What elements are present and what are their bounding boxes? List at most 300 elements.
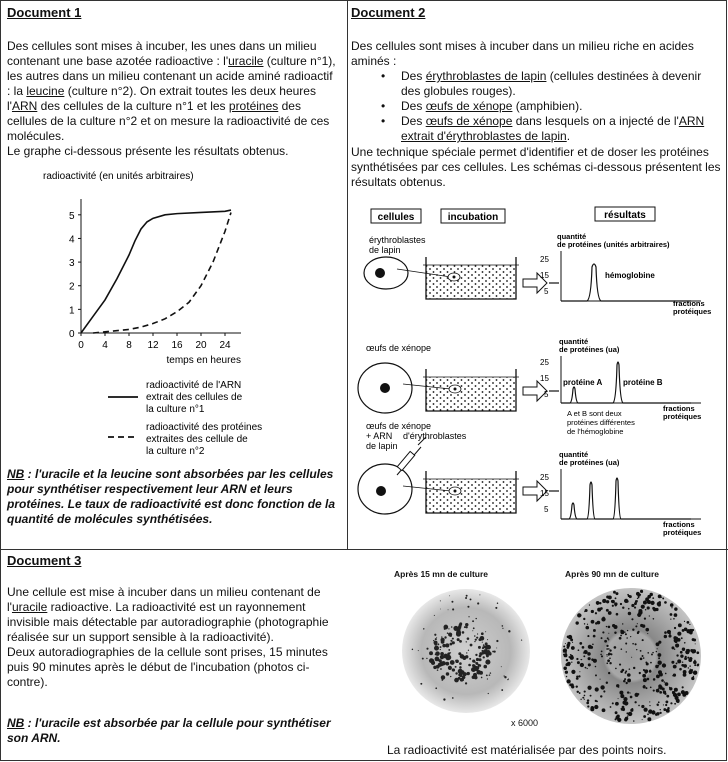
doc1-intro: Des cellules sont mises à incuber, les unes dans un milieu contenant une base azotée radioactive : l'uracile (culture n°1), les autres dans un milieu contenant un acide aminé radioactif : la leucine (culture n°2). On extrait toutes les deux heures l'ARN des cellules de la culture n°1 et les protéines des cellules de la culture n°2 et on mesure la radioactivité de ces molécules. Le graphe ci-dessous présente les résultats obtenus. — [7, 39, 336, 158]
radioactivity-dot — [450, 676, 451, 677]
radioactivity-dot — [592, 644, 594, 646]
radioactivity-dot — [633, 720, 635, 722]
radioactivity-dot — [474, 641, 475, 642]
row1-ylabel-2: de protéines (unités arbitraires) — [557, 240, 670, 249]
legend-dashed-l3: la culture n°2 — [146, 446, 205, 457]
radioactivity-dot — [584, 611, 585, 612]
radioactivity-dot — [658, 701, 660, 703]
radioactivity-dot — [480, 664, 481, 665]
radioactivity-dot — [455, 672, 457, 674]
radioactivity-dot — [618, 698, 619, 699]
radioactivity-dot — [624, 631, 625, 632]
radioactivity-dot — [440, 668, 442, 670]
radioactivity-dot — [609, 649, 611, 651]
radioactivity-dot — [448, 628, 449, 629]
autoradiograph-90min — [556, 581, 706, 731]
radioactivity-dot — [563, 646, 565, 648]
radioactivity-dot — [682, 686, 684, 688]
row-erythroblasts — [364, 232, 711, 316]
radioactivity-dot — [658, 657, 660, 659]
radioactivity-dot — [633, 667, 635, 669]
radioactivity-dot — [624, 718, 627, 721]
radioactivity-dot — [652, 652, 653, 653]
radioactivity-dot — [637, 623, 638, 624]
radioactivity-dot — [670, 603, 674, 607]
radioactivity-dot — [695, 643, 696, 644]
radioactivity-dot — [612, 702, 614, 704]
radioactivity-dot — [632, 643, 634, 645]
radioactivity-dot — [636, 592, 640, 596]
radioactivity-dot — [585, 626, 589, 630]
radioactivity-dot — [488, 652, 492, 656]
radioactivity-dot — [689, 624, 690, 625]
radioactivity-dot — [452, 697, 454, 699]
radioactivity-dot — [471, 667, 476, 672]
doc2-list — [351, 69, 723, 144]
radioactivity-dot — [441, 640, 443, 642]
radioactivity-dot — [628, 608, 630, 610]
row1-xlabel-2: protéiques — [673, 307, 712, 316]
xenopus-nucleus — [380, 383, 390, 393]
radioactivity-dot — [674, 613, 678, 617]
radioactivity-dot — [644, 618, 646, 620]
radioactivity-dot — [490, 672, 491, 673]
radioactivity-dot — [619, 691, 623, 695]
radioactivity-dot — [606, 654, 607, 655]
y-tick-label: 2 — [69, 281, 75, 293]
radioactivity-dot — [485, 653, 487, 655]
radioactivity-dot — [681, 637, 683, 639]
radioactivity-dot — [645, 687, 647, 689]
radioactivity-dot — [475, 639, 477, 641]
radioactivity-dot — [477, 633, 478, 634]
radioactivity-dot — [631, 618, 633, 620]
radioactivity-dot — [587, 668, 588, 669]
radioactivity-dot — [483, 656, 485, 658]
radioactivity-dot — [422, 658, 424, 660]
radioactivity-dot — [614, 631, 616, 633]
radioactivity-dot — [665, 700, 668, 703]
radioactivity-dot — [658, 594, 662, 598]
radioactivity-dot — [685, 691, 689, 695]
radioactivity-dot — [501, 666, 502, 667]
row3-xlabel-1: fractions — [663, 520, 695, 529]
radioactivity-dot — [584, 699, 585, 700]
radioactivity-dot — [466, 641, 467, 642]
radioactivity-dot — [434, 646, 439, 651]
radioactivity-dot — [467, 606, 469, 608]
radioactivity-dot — [674, 607, 677, 610]
radioactivity-dot — [439, 662, 443, 666]
radioactivity-dot — [565, 643, 566, 644]
radioactivity-dot — [650, 593, 653, 596]
row1-label-2: de lapin — [369, 245, 401, 255]
radioactivity-dot — [659, 673, 663, 677]
radioactivity-dot — [567, 646, 570, 649]
radioactivity-dot — [563, 654, 565, 656]
radioactivity-dot — [583, 618, 585, 620]
photo-caption: La radioactivité est matérialisée par des points noirs. — [387, 743, 667, 757]
legend-solid-l2: extrait des cellules de — [146, 392, 243, 403]
radioactivity-dot — [437, 643, 439, 645]
three-peaks — [561, 478, 691, 519]
divider-vertical — [347, 1, 348, 549]
radioactivity-dot — [684, 621, 685, 622]
legend-solid-l3: la culture n°1 — [146, 404, 205, 415]
radioactivity-dot — [620, 630, 623, 633]
autoradiograph-15min — [394, 583, 544, 723]
radioactivity-dot — [615, 702, 619, 706]
radioactivity-dot — [682, 664, 685, 667]
radioactivity-dot — [582, 646, 585, 649]
row2-xlabel-1: fractions — [663, 404, 695, 413]
radioactivity-dot — [670, 619, 671, 620]
radioactivity-dot — [587, 635, 589, 637]
radioactivity-dot — [488, 693, 489, 694]
chart-ylabel: radioactivité (en unités arbitraires) — [43, 171, 194, 182]
radioactivity-dot — [616, 613, 619, 616]
radioactivity-dot — [653, 618, 655, 620]
radioactivity-dot — [469, 658, 471, 660]
radioactivity-dot — [572, 642, 573, 643]
doc1-nb: NB : l'uracile et la leucine sont absorbées par les cellules pour synthétiser respectivement leur ARN et leurs protéines. Le taux de radioactivité est donc fonction de la quantité de molécules synthétisées. — [7, 467, 336, 526]
radioactivity-dot — [467, 624, 468, 625]
radioactivity-dot — [601, 655, 603, 657]
radioactivity-dot — [473, 664, 474, 665]
radioactivity-dot — [600, 695, 602, 697]
radioactivity-dot — [485, 666, 487, 668]
radioactivity-dot — [635, 625, 637, 627]
radioactivity-dot — [571, 655, 574, 658]
radioactivity-dot — [606, 648, 608, 650]
radioactivity-dot — [601, 650, 603, 652]
radioactivity-dot — [495, 607, 497, 609]
radioactivity-dot — [658, 684, 662, 688]
row3-xlabel-2: protéiques — [663, 528, 702, 537]
radioactivity-dot — [661, 679, 664, 682]
radioactivity-dot — [482, 647, 484, 649]
radioactivity-dot — [683, 673, 687, 677]
radioactivity-dot — [697, 664, 699, 666]
radioactivity-dot — [627, 630, 628, 631]
radioactivity-dot — [584, 650, 588, 654]
radioactivity-dot — [429, 651, 433, 655]
radioactivity-dot — [466, 652, 467, 653]
radioactivity-dot — [616, 684, 619, 687]
radioactivity-dot — [474, 635, 476, 637]
radioactivity-dot — [595, 687, 599, 691]
radioactivity-dot — [482, 642, 483, 643]
radioactivity-dot — [647, 606, 650, 609]
x-tick-label: 12 — [147, 340, 159, 351]
radioactivity-dot — [659, 691, 662, 694]
radioactivity-dot — [485, 645, 490, 650]
photo1-caption: Après 15 mn de culture — [394, 569, 489, 579]
radioactivity-dot — [578, 675, 580, 677]
radioactivity-dot — [647, 652, 649, 654]
radioactivity-dot — [622, 708, 625, 711]
radioactivity-dot — [521, 640, 522, 641]
radioactivity-dot — [623, 680, 626, 683]
radioactivity-dot — [615, 597, 617, 599]
radioactivity-dot — [656, 689, 660, 693]
radioactivity-dot — [658, 665, 659, 666]
radioactivity-dot — [691, 677, 694, 680]
radioactivity-dot — [462, 675, 466, 679]
radioactivity-dot — [637, 613, 641, 617]
radioactivity-dot — [577, 691, 579, 693]
radioactivity-dot — [689, 657, 692, 660]
erythroblast-nucleus — [375, 268, 385, 278]
radioactivity-dot — [580, 659, 581, 660]
radioactivity-dot — [595, 666, 597, 668]
radioactivity-dot — [588, 663, 591, 666]
radioactivity-dot — [663, 708, 666, 711]
radioactivity-dot — [679, 668, 682, 671]
photo2-caption: Après 90 mn de culture — [565, 569, 660, 579]
radioactivity-dot — [464, 626, 466, 628]
divider-horizontal — [1, 549, 728, 550]
incubation-tank-3 — [423, 471, 519, 513]
radioactivity-dot — [658, 661, 662, 665]
radioactivity-dot — [487, 678, 488, 679]
radioactivity-dot — [468, 650, 469, 651]
radioactivity-dot — [608, 633, 609, 634]
radioactivity-dot — [641, 705, 644, 708]
radioactivity-dot — [645, 661, 647, 663]
radioactivity-dot — [616, 592, 619, 595]
radioactivity-dot — [446, 655, 451, 660]
radioactivity-dot — [441, 675, 445, 679]
radioactivity-dot — [659, 712, 661, 714]
radioactivity-dot — [665, 682, 669, 686]
radioactivity-dot — [610, 706, 612, 708]
radioactivity-dot — [571, 684, 572, 685]
radioactivity-dot — [435, 687, 437, 689]
radioactivity-dot — [440, 649, 441, 650]
radioactivity-dot — [647, 633, 648, 634]
radioactivity-dot — [658, 601, 661, 604]
doc3-nb: NB : l'uracile est absorbée par la cellule pour synthétiser son ARN. — [7, 716, 331, 745]
radioactivity-dot — [627, 673, 631, 677]
protein-synthesis-diagram — [351, 201, 726, 546]
radioactivity-dot — [682, 661, 683, 662]
x-tick-label: 20 — [195, 340, 207, 351]
radioactivity-dot — [658, 688, 659, 689]
legend-dashed-l1: radioactivité des protéines — [146, 422, 263, 433]
radioactivity-dot — [576, 685, 578, 687]
radioactivity-dot — [626, 600, 629, 603]
radioactivity-dot — [611, 600, 614, 603]
radioactivity-dot — [613, 591, 616, 594]
radioactivity-dot — [440, 655, 444, 659]
radioactivity-dot — [565, 652, 567, 654]
x-tick-label: 4 — [102, 340, 108, 351]
radioactivity-dot — [643, 715, 646, 718]
radioactivity-dot — [626, 682, 628, 684]
radioactivity-dot — [599, 679, 600, 680]
radioactivity-dot — [450, 660, 455, 665]
header-cells — [371, 209, 421, 223]
radioactivity-dot — [593, 659, 597, 663]
doc3-title: Document 3 — [7, 553, 82, 568]
radioactivity-dot — [456, 632, 457, 633]
radioactivity-dot — [625, 643, 627, 645]
radioactivity-dot — [628, 612, 631, 615]
radioactivity-dot — [606, 662, 608, 664]
radioactivity-dot — [567, 679, 571, 683]
radioactivity-dot — [606, 595, 609, 598]
radioactivity-dot — [642, 639, 644, 641]
radioactivity-dot — [445, 643, 449, 647]
radioactivity-dot — [585, 667, 587, 669]
radioactivity-dot — [440, 600, 441, 601]
radioactivity-dot — [674, 627, 676, 629]
radioactivity-dot — [443, 698, 445, 700]
radioactivity-dot — [449, 595, 450, 596]
radioactivity-dot — [609, 662, 611, 664]
radioactivity-dot — [437, 669, 439, 671]
radioactivity-dot — [658, 641, 661, 644]
row3-tick-25: 25 — [540, 473, 549, 482]
radioactivity-dot — [571, 685, 574, 688]
radioactivity-dot — [638, 705, 640, 707]
radioactivity-dot — [692, 650, 695, 653]
radioactivity-dot — [591, 610, 594, 613]
radioactivity-dot — [451, 601, 453, 603]
syringe-icon — [397, 437, 426, 475]
radioactivity-dot — [477, 602, 479, 604]
radioactivity-dot — [576, 678, 577, 679]
radioactivity-dot — [632, 629, 634, 631]
radioactivity-dot — [615, 604, 617, 606]
row1-tick-15: 15 — [540, 271, 549, 280]
radioactivity-dot — [423, 628, 424, 629]
radioactivity-dot — [651, 654, 653, 656]
radioactivity-dot — [684, 642, 686, 644]
radioactivity-dot — [448, 666, 452, 670]
radioactivity-dot — [583, 655, 585, 657]
radioactivity-dot — [623, 697, 627, 701]
radioactivity-dot — [444, 636, 446, 638]
radioactivity-dot — [615, 718, 617, 720]
doc2-intro: Des cellules sont mises à incuber dans un milieu riche en acides aminés : — [351, 39, 694, 68]
radioactivity-dot — [579, 642, 582, 645]
radioactivity-dot — [608, 611, 612, 615]
radioactivity-dot — [640, 594, 641, 595]
radioactivity-dot — [447, 632, 449, 634]
radioactivity-dot — [459, 666, 462, 669]
radioactivity-dot — [645, 609, 646, 610]
radioactivity-dot — [467, 674, 468, 675]
radioactivity-dot — [496, 640, 498, 642]
radioactivity-dot — [664, 631, 667, 634]
radioactivity-dot — [640, 624, 643, 627]
radioactivity-dot — [597, 608, 601, 612]
radioactivity-dot — [576, 658, 578, 660]
radioactivity-dot — [607, 659, 610, 662]
radioactivity-dot — [586, 702, 589, 705]
radioactivity-dot — [609, 658, 611, 660]
radioactivity-dot — [664, 693, 666, 695]
radioactivity-dot — [566, 659, 568, 661]
radioactivity-dot — [478, 646, 481, 649]
radioactivity-dot — [638, 609, 642, 613]
radioactivity-dot — [465, 682, 467, 684]
radioactivity-dot — [602, 708, 606, 712]
radioactivity-dot — [584, 691, 586, 693]
legend-solid-l1: radioactivité de l'ARN — [146, 380, 242, 391]
radioactivity-dot — [668, 635, 671, 638]
radioactivity-dot — [606, 645, 608, 647]
row2-tick-5: 5 — [544, 390, 549, 399]
row3-label-4: d'érythroblastes — [403, 431, 467, 441]
radioactivity-dot — [479, 594, 480, 595]
radioactivity-dot — [450, 643, 453, 646]
radioactivity-dot — [652, 597, 654, 599]
radioactivity-dot — [676, 662, 678, 664]
radioactivity-dot — [571, 670, 575, 674]
radioactivity-dot — [641, 590, 643, 592]
radioactivity-dot — [657, 705, 658, 706]
radioactivity-dot — [620, 635, 622, 637]
series-arn-line — [81, 210, 231, 333]
radioactivity-dot — [472, 620, 474, 622]
radioactivity-dot — [450, 640, 452, 642]
radioactivity-dot — [466, 595, 468, 597]
row-xenopus-injected — [358, 421, 701, 537]
radioactivity-dot — [475, 618, 476, 619]
y-tick-label: 1 — [69, 305, 75, 317]
radioactivity-dot — [608, 639, 609, 640]
note-l1: A et B sont deux — [567, 409, 622, 418]
radioactivity-dot — [572, 647, 573, 648]
radioactivity-dot — [621, 648, 623, 650]
radioactivity-dot — [563, 652, 564, 653]
radioactivity-dot — [482, 652, 485, 655]
radioactivity-dot — [660, 709, 661, 710]
radioactivity-dot — [606, 609, 609, 612]
radioactivity-dot — [626, 651, 627, 652]
radioactivity-dot — [458, 669, 463, 674]
radioactivity-dot — [432, 659, 434, 661]
hemoglobin-label: hémoglobine — [605, 271, 655, 280]
radioactivity-dot — [473, 627, 475, 629]
radioactivity-dot — [435, 657, 440, 662]
radioactivity-dot — [642, 719, 643, 720]
radioactivity-dot — [493, 650, 495, 652]
radioactivity-dot — [447, 653, 450, 656]
radioactivity-dot — [606, 682, 608, 684]
y-tick-label: 3 — [69, 258, 75, 270]
radioactivity-dot — [497, 603, 498, 604]
doc2-item-2: • Des œufs de xénope (amphibien). — [351, 99, 723, 114]
radioactivity-dot — [694, 664, 696, 666]
radioactivity-dot — [441, 679, 443, 681]
radioactivity-dot — [692, 629, 694, 631]
row2-ylabel-2: de protéines (ua) — [559, 345, 620, 354]
radioactivity-dot — [566, 676, 568, 678]
radioactivity-dot — [595, 700, 597, 702]
incubation-tank-1 — [423, 257, 519, 299]
x-tick-label: 8 — [126, 340, 132, 351]
radioactivity-dot — [696, 651, 699, 654]
radioactivity-dot — [650, 687, 652, 689]
row2-ylabel-1: quantité — [559, 337, 589, 346]
radioactivity-dot — [591, 620, 595, 624]
radioactivity-dot — [638, 596, 639, 597]
radioactivity-dot — [649, 615, 650, 616]
